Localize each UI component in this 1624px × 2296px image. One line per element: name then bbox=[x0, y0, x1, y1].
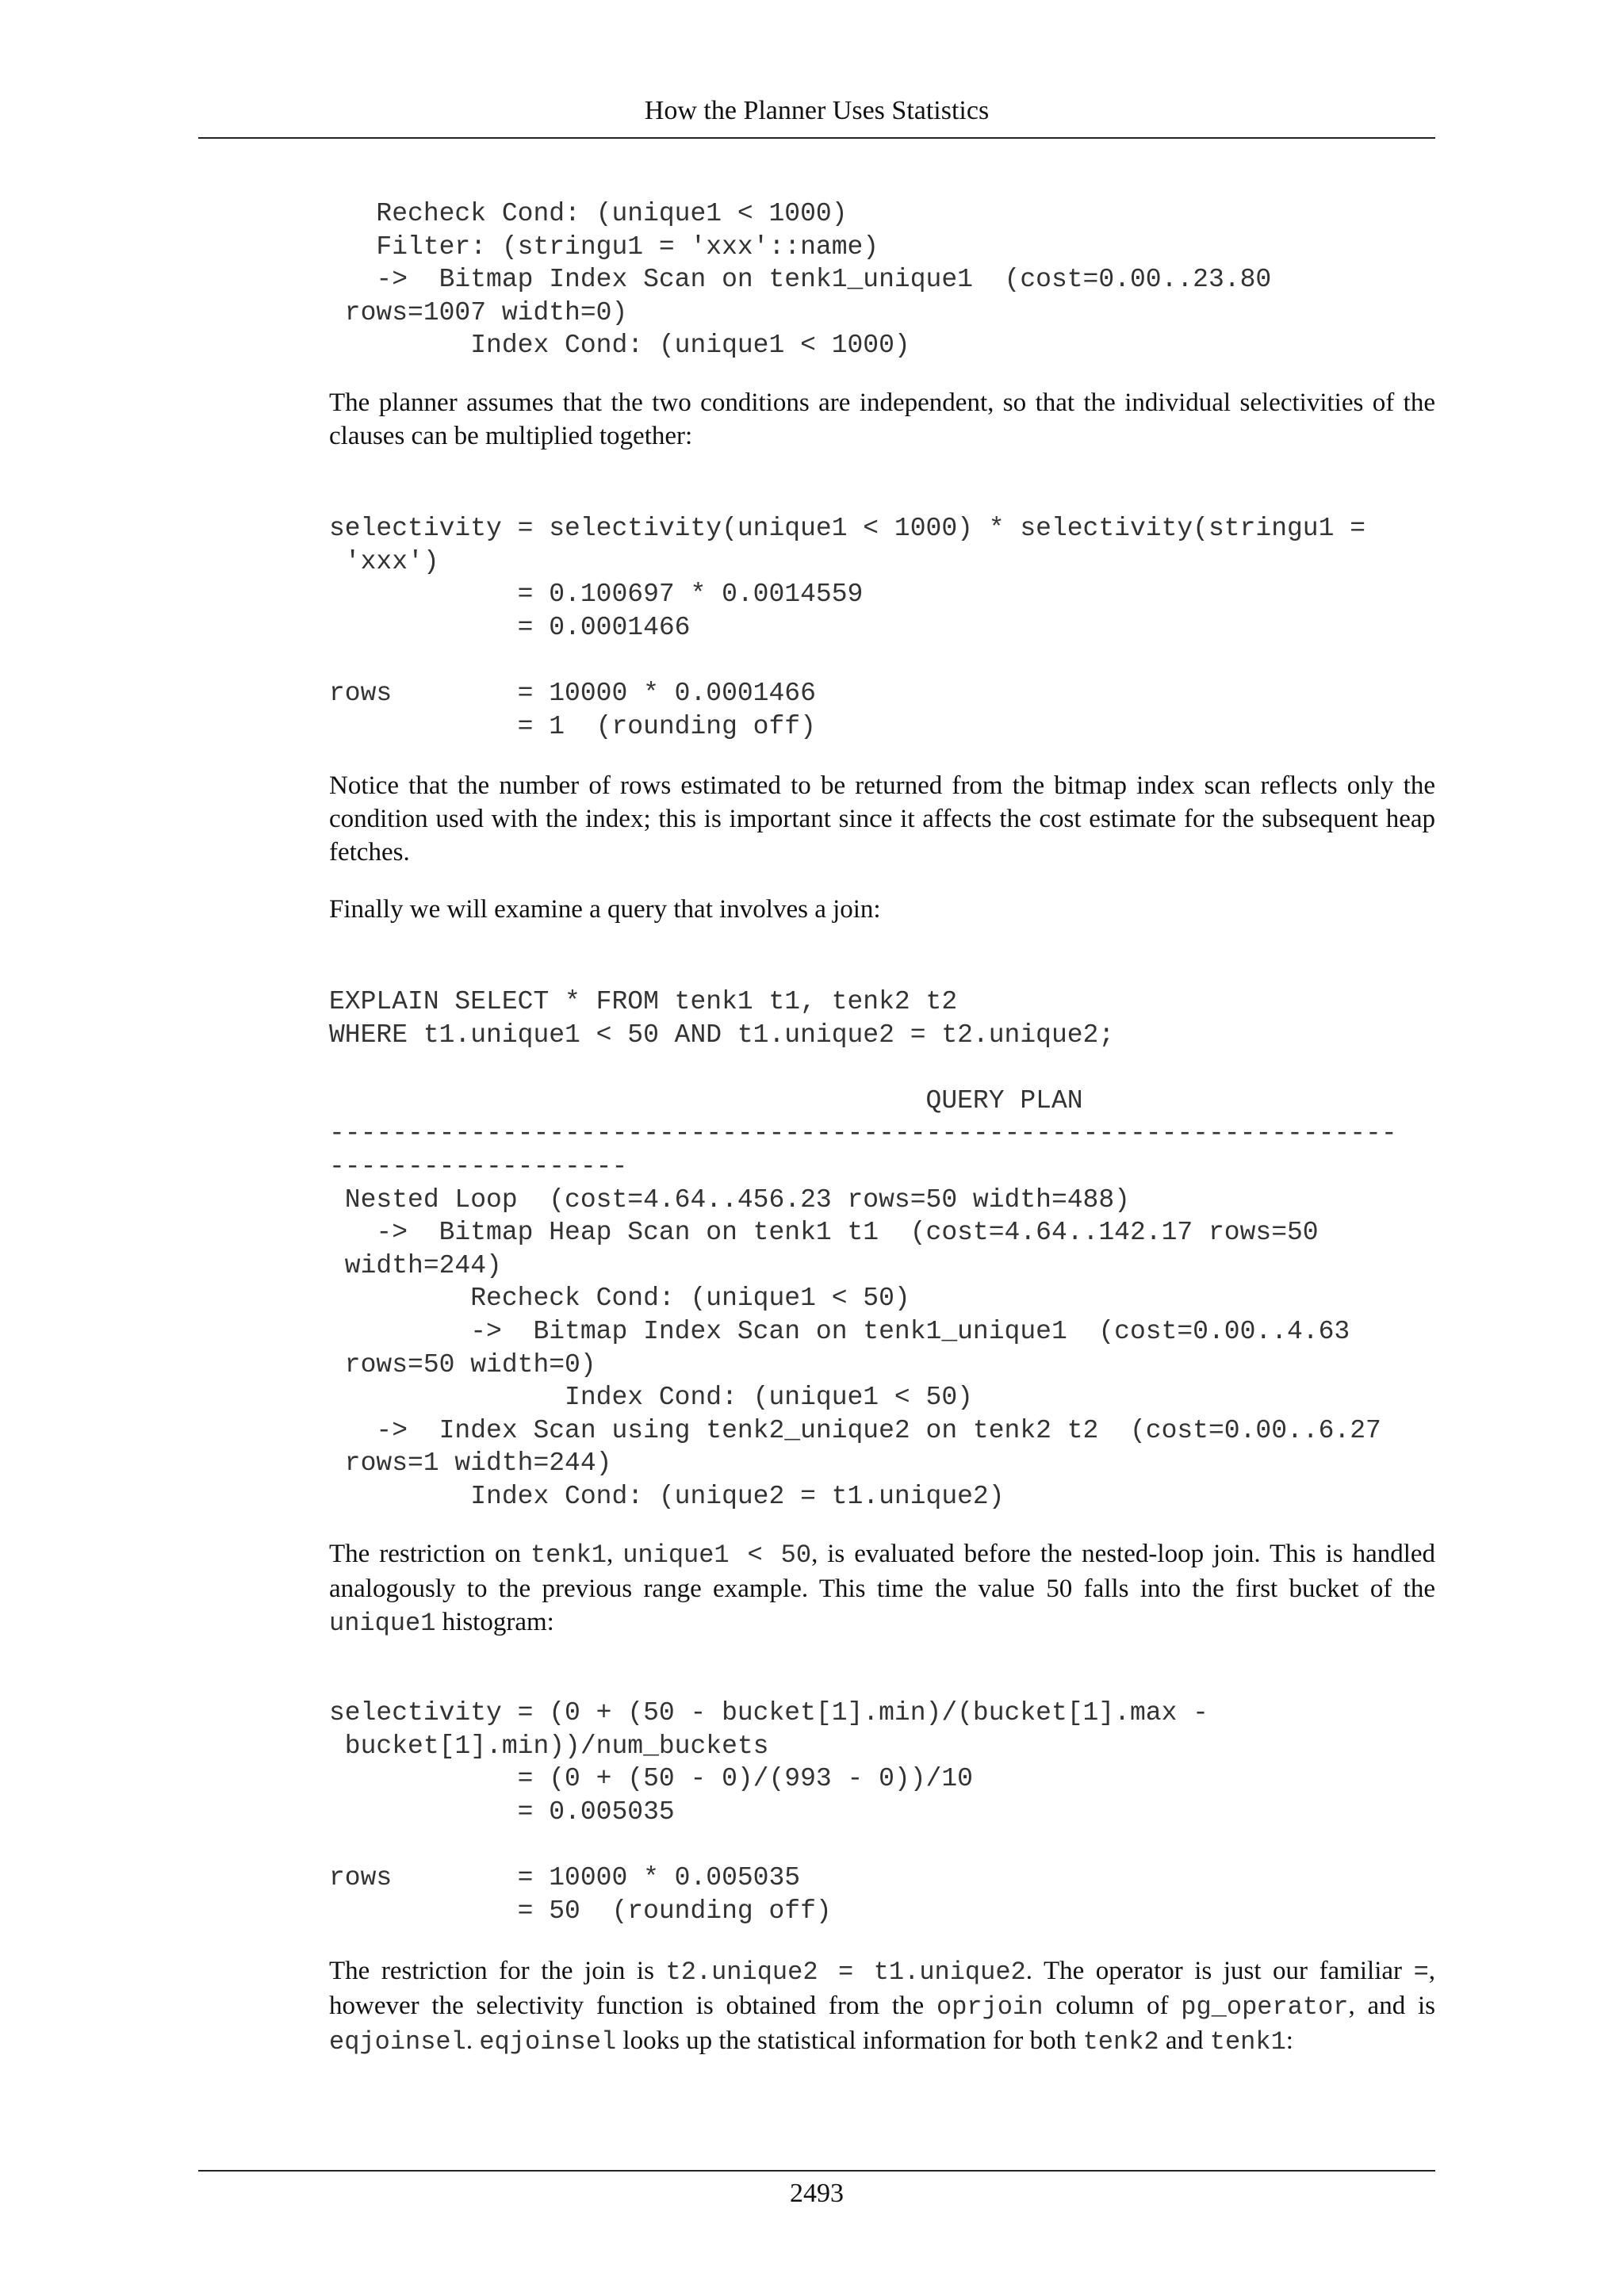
text-run: histogram: bbox=[435, 1608, 554, 1636]
text-run: , however the selectivity function is obtained from the bbox=[329, 1957, 1436, 2020]
paragraph-join-intro: Finally we will examine a query that involves a join: bbox=[329, 895, 881, 924]
running-header: How the Planner Uses Statistics bbox=[644, 96, 990, 125]
text-run: . bbox=[465, 2026, 480, 2055]
inline-code: oprjoin bbox=[936, 1992, 1044, 2022]
inline-code: eqjoinsel bbox=[479, 2027, 617, 2057]
text-run: and bbox=[1159, 2026, 1210, 2055]
code-block-selectivity-1: selectivity = selectivity(unique1 < 1000) * selectivity(stringu1 = 'xxx') = 0.100697 * 0.0014559 = 0.0001466 rows = 10000 * 0.0001466 = 1 (rounding off) bbox=[329, 514, 1366, 741]
inline-code: unique1 bbox=[329, 1609, 436, 1638]
inline-code: unique1 < 50 bbox=[622, 1540, 812, 1570]
code-block-join-explain: EXPLAIN SELECT * FROM tenk1 t1, tenk2 t2 WHERE t1.unique1 < 50 AND t1.unique2 = t2.unique2; QUERY PLAN -------------------------------------------------------------------- ------------------- Nested Loop (cost=4.64..456.23 rows=50 width=488) -> Bitmap Heap Scan on tenk1 t1 (cost=4.64..142.17 rows=50 width=244) Recheck Cond: (unique1 < 50) -> Bitmap Index Scan on tenk1_unique1 (cost=0.00..4.63 rows=50 width=0) Index Cond: (unique1 < 50) -> Index Scan using tenk2_unique2 on tenk2 t2 (cost=0.00..6.27 rows=1 width=244) Index Cond: (unique2 = t1.unique2) bbox=[329, 987, 1397, 1511]
text-run: , and is bbox=[1348, 1992, 1435, 2020]
text-run: looks up the statistical information for both bbox=[616, 2026, 1083, 2055]
inline-code: tenk1 bbox=[530, 1540, 607, 1570]
paragraph-bitmap-rows: Notice that the number of rows estimated to be returned from the bitmap index scan reflects only the condition used with the index; this is important since it affects the cost estimate for the subsequent heap fetches. bbox=[329, 771, 1435, 867]
text-run: The restriction for the join is bbox=[329, 1957, 666, 1985]
inline-code: = bbox=[1413, 1957, 1429, 1987]
inline-code: tenk1 bbox=[1209, 2027, 1286, 2057]
inline-code: t2.unique2 = t1.unique2 bbox=[665, 1957, 1026, 1987]
code-block-selectivity-2: selectivity = (0 + (50 - bucket[1].min)/(bucket[1].max - bucket[1].min))/num_buckets = (0 + (50 - 0)/(993 - 0))/10 = 0.005035 rows = 10000 * 0.005035 = 50 (rounding off) bbox=[329, 1698, 1208, 1926]
paragraph-restriction bbox=[329, 1537, 1435, 1640]
inline-code: tenk2 bbox=[1082, 2027, 1159, 2057]
inline-code: eqjoinsel bbox=[329, 2027, 466, 2057]
footer-rule bbox=[198, 2170, 1435, 2172]
paragraph-join-restriction bbox=[329, 1954, 1435, 2059]
code-block-plan-fragment: Recheck Cond: (unique1 < 1000) Filter: (stringu1 = 'xxx'::name) -> Bitmap Index Scan on tenk1_unique1 (cost=0.00..23.80 rows=1007 width=0) Index Cond: (unique1 < 1000) bbox=[344, 199, 1272, 361]
text-run: , bbox=[606, 1540, 623, 1568]
paragraph-independence: The planner assumes that the two conditions are independent, so that the individual selectivities of the clauses can be multiplied together: bbox=[329, 388, 1435, 450]
text-run: The restriction on bbox=[329, 1540, 530, 1568]
text-run: : bbox=[1285, 2026, 1293, 2055]
text-run: column of bbox=[1043, 1992, 1182, 2020]
page-number: 2493 bbox=[790, 2179, 844, 2208]
text-run: , is evaluated before the nested-loop join. This is handled analogously to the previous range example. This time the value 50 falls into the first bucket of the bbox=[329, 1540, 1436, 1603]
text-run: . The operator is just our familiar bbox=[1025, 1957, 1414, 1985]
header-rule bbox=[198, 137, 1435, 139]
inline-code: pg_operator bbox=[1181, 1992, 1349, 2022]
